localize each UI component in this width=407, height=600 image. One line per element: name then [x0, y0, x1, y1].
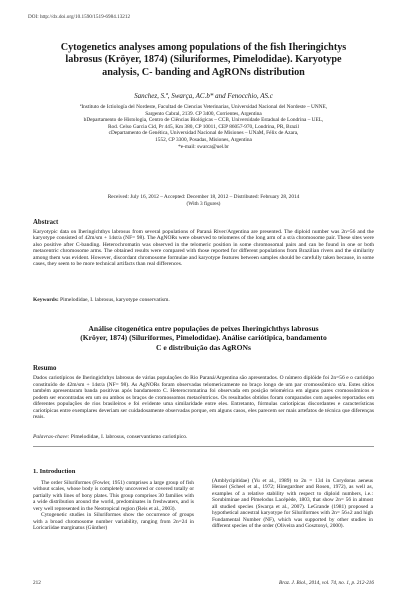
affiliation-line: Sargento Cabral, 2139. CP 3400, Corrientes, Argentina [145, 110, 262, 117]
keywords-label: Keywords: [33, 297, 59, 303]
title-line: Cytogenetics analyses among populations of the fish Iheringichtys [60, 42, 347, 53]
journal-citation: Braz. J. Biol., 2014, vol. 74, no. 1, p. 212-216 [279, 580, 374, 586]
introduction-heading: 1. Introduction [33, 468, 76, 475]
title-line: labrosus (Kröyer, 1874) (Siluriformes, Pimelodidae). Karyotype [65, 54, 342, 66]
resumo-heading: Resumo [33, 365, 57, 372]
intro-paragraph: (Amblycipitidae) (Yu et al., 1989) to 2n = 134 in Corydoras aeneus Hensel (Scheel et al., 1972; Hinegardner and Rosen, 1972), as well as, examples of a relative stability with respect to diploid numbers, i.e.: Sorubiminae and Pimelodus Lacépède, 1803, that show 2n= 56 in almost all studied species (Swarça et al., 2007). LeGrande (1981) proposed a hypothetical ancestral karyotype for Siluriformes with 2n= 56±2 and high Fundamental Number (NF), which was supported by other studies in different species of the order (Oliveira and Gosztonyi, 2000). [212, 478, 373, 530]
affiliations [34, 104, 373, 150]
keywords [33, 297, 374, 303]
pt-title-line: Análise citogenética entre populações de peixes Iheringichthys labrosus [88, 324, 319, 333]
abstract-heading: Abstract [33, 219, 59, 226]
affiliation-line: Rod. Celso Garcia Cid, Pr 445, Km 380, CP 10011, CEP 86057-970, Londrina, PR, Brazil [108, 123, 299, 130]
figures-note: (With 3 figures) [186, 200, 221, 207]
palavras-text: Pimelodidae, I. labrosus, conservantismo cariotipico. [70, 434, 188, 440]
page-number: 212 [33, 580, 41, 586]
email-line[interactable]: *e-mail: swarca@uel.br [178, 143, 229, 150]
resumo-text: Dados cariotípicos de Iheringichthys labrosus de várias populações do Rio Paraná/Argentina são apresentados. O número diplóide foi 2n=56 e o cariótipo constituído de 42m/sm + 14st/a (NF= 98). As AgNORs foram observadas telomericamente no braço longo de um par cromossômico st/a. Estes sítios também apresentaram banda positivas após bandamento C. Heterocromatina foi observada em posição telomérica em alguns pares cromossômicos e podem ser encontradas em um ou ambos os braços de cromossomos metacêntricos. Os resultados obtidos foram comparados com aqueles reportados em diferentes populações de rios brasileiros e foi evidente uma similaridade entre eles. Entretanto, fórmulas cariotípicas discordantes e características cariotípicas entre exemplares deveriam ser cuidadosamente observadas porque, em alguns casos, eles parecem ser mais artefatos de técnica que diferenças reais. [33, 375, 374, 421]
intro-paragraph: Cytogenetic studies in Siluriformes show the occurrence of groups with a broad chromosome number variability, ranging from 2n=24 in Loricariidae marginatus (Günther) [33, 512, 194, 532]
palavras-chave [33, 434, 374, 440]
left-column [33, 480, 194, 532]
doi-line[interactable]: DOI: http://dx.doi.org/10.1590/1519-6984.13212 [28, 14, 131, 20]
title-line: analysis, C- banding and AgRONs distribution [102, 66, 305, 78]
pt-title-line: (Kröyer, 1874) (Siluriformes, Pimelodidae). Análise cariótipica, bandamento [80, 333, 327, 343]
affiliation-line: cDepartamento de Genética, Universidad Nacional de Misiones – UNaM, Félix de Azara, [108, 130, 299, 137]
section-divider [33, 446, 374, 447]
intro-paragraph: The order Siluriformes (Fowler, 1951) comprises a large group of fish without scales, whose body is completely uncovered or covered totally or partially with lines of bony plates. This group comprises 30 families with a wide distribution around the world, predominates in freshwaters, and is very well represented in the Neotropical region (Reis et al., 2003). [33, 480, 194, 512]
publication-dates [34, 194, 373, 207]
affiliation-line: bDepartamento de Histologia, Centro de Ciências Biológicas – CCB, Universidade Estadual de Londrina – UEL, [83, 117, 324, 124]
author-list: Sanchez, S.ª, Swarça, AC.b* and Fenocchio, AS.c [134, 92, 273, 100]
paper-title [36, 42, 371, 79]
abstract-text: Karyotypic data on Iheringichthys labrosus from several populations of Paraná River/Argentina are presented. The diploid number was 2n=56 and the karyotype consisted of 42m/sm + 14st/a (NF= 98). The AgNORs were observed to telomeres of the long arm of a st/a chromosome pair. These sites were also positive after C-banding. Heterochromatin was observed in the telomeric position in some chromosomal pairs and can be found in one or both metacentric chromosome arms. The obtained results were compared with those reported for different populations from Brazilian rivers and the similarity among them was evident. However, discordant chromosome formulae and karyotype features between samples should be carefully taken because, in some cases, they seem to be more technical artifacts than real differences. [33, 229, 374, 268]
portuguese-title [48, 324, 359, 352]
affiliation-line: 1552, CP 3300, Posadas, Misiones, Argentina [155, 136, 252, 143]
resumo-section [33, 366, 374, 421]
keywords-text: Pimelodidae, I. labrosus, karyotype conservatism. [60, 297, 170, 303]
dates-line: Received: July 16, 2012 – Accepted: December 18, 2012 – Distributed: February 28, 2014 [107, 194, 300, 200]
pt-title-line: C e distribuição das AgRONs [156, 342, 251, 352]
right-column [212, 478, 373, 530]
palavras-label: Palavras-chave: [33, 434, 70, 440]
affiliation-line: ªInstituto de Ictiología del Nordeste, Facultad de Ciencias Veterinarias, Universidad Nacional del Nordeste – UNNE, [79, 104, 328, 110]
